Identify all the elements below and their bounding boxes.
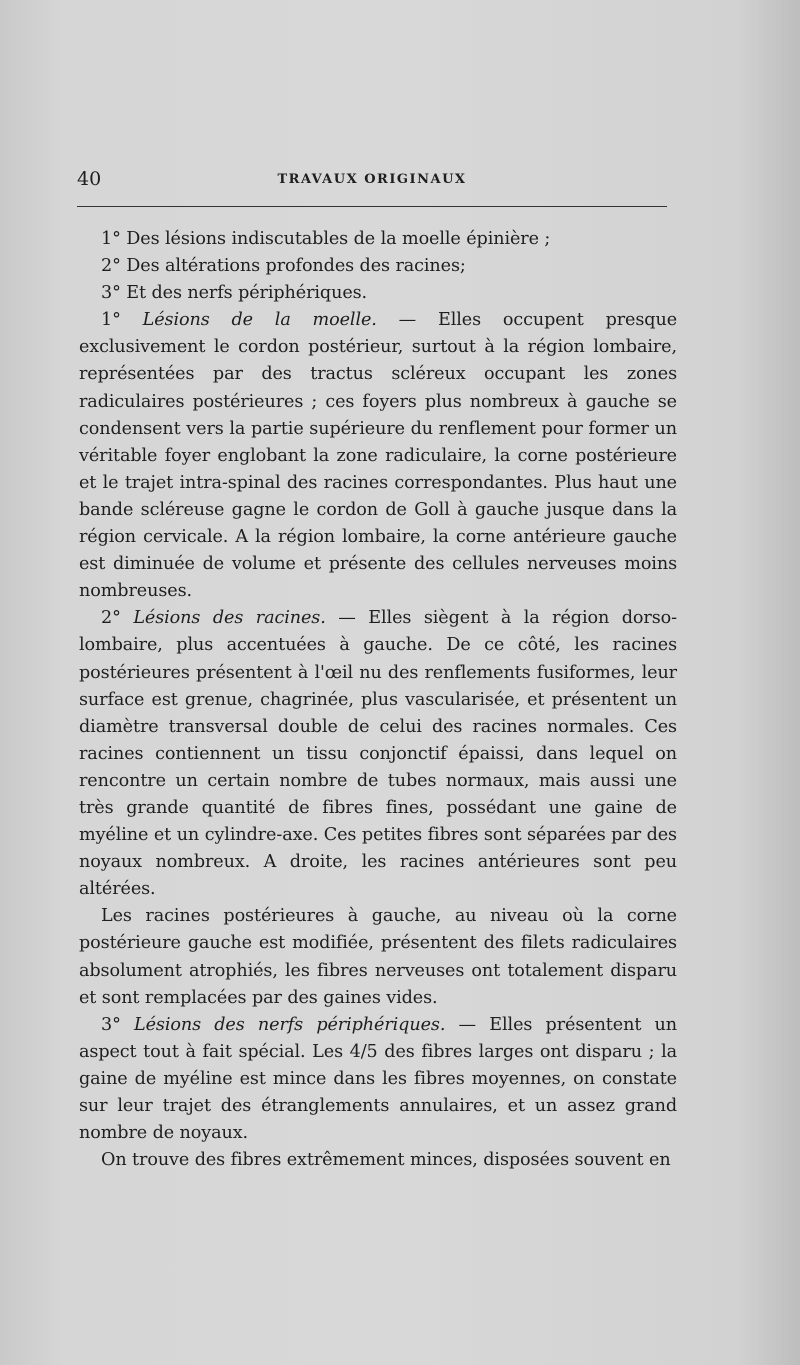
paragraph-posterior-roots: Les racines postérieures à gauche, au niveau où la corne postérieure gauche est modifiée, présentent des filets radiculaires absolument atrophiés, les fibres nerveuses ont totalement disparu et sont remplacées par des gaines vides. <box>79 906 677 1008</box>
body-text <box>79 226 677 1174</box>
paragraph-thin-fibres: On trouve des fibres extrêmement minces, disposées souvent en <box>101 1150 671 1171</box>
list-item-2: 2° Des altérations profondes des racines; <box>101 256 466 277</box>
section-text: — Elles présentent un aspect tout à fait spécial. Les 4/5 des fibres larges ont disparu ; la gaine de myéline est mince dans les fibres moyennes, on constate sur leur trajet des étranglements annulaires, et un assez grand nombre de noyaux. <box>79 1014 677 1144</box>
section-text: — Elles occupent presque exclusivement le cordon postérieur, surtout à la région lombaire, représentées par des tractus scléreux occupant les zones radiculaires postérieures ; ces foyers plus nombreux à gauche se condensent vers la partie supérieure du renflement pour former un véritable foyer englobant la zone radiculaire, la corne postérieure et le trajet intra-spinal des racines correspondantes. Plus haut une bande scléreuse gagne le cordon de Goll à gauche jusque dans la région cervicale. A la région lombaire, la corne antérieure gauche est diminuée de volume et présente des cellules nerveuses moins nombreuses. <box>79 310 678 602</box>
running-head <box>77 168 667 196</box>
header-rule <box>77 206 667 207</box>
section-heading: Lésions de la moelle. <box>142 310 377 331</box>
section-text: — Elles siègent à la région dorso-lombaire, plus accentuées à gauche. De ce côté, les racines postérieures présentent à l'œil nu des renflements fusiformes, leur surface est grenue, chagrinée, plus vascularisée, et présentent un diamètre transversal double de celui des racines normales. Ces racines contiennent un tissu conjonctif épaissi, dans lequel on rencontre un certain nombre de tubes normaux, mais aussi une très grande quantité de fibres fines, possédant une gaine de myéline et un cylindre-axe. Ces petites fibres sont séparées par des noyaux nombreux. A droite, les racines antérieures sont peu altérées. <box>79 608 677 900</box>
section-number: 2° <box>101 608 121 629</box>
section-heading: Lésions des nerfs périphériques. <box>134 1014 446 1035</box>
section-peripheral-nerves <box>79 1012 677 1147</box>
page-number: 40 <box>77 168 102 190</box>
running-title: TRAVAUX ORIGINAUX <box>277 172 467 187</box>
section-number: 3° <box>101 1014 121 1035</box>
section-number: 1° <box>101 310 121 331</box>
section-roots <box>79 605 677 903</box>
section-heading: Lésions des racines. <box>133 608 326 629</box>
list-item-3: 3° Et des nerfs périphériques. <box>101 283 368 304</box>
list-item-1: 1° Des lésions indiscutables de la moelle épinière ; <box>101 229 551 249</box>
section-spinal-cord <box>79 307 677 605</box>
